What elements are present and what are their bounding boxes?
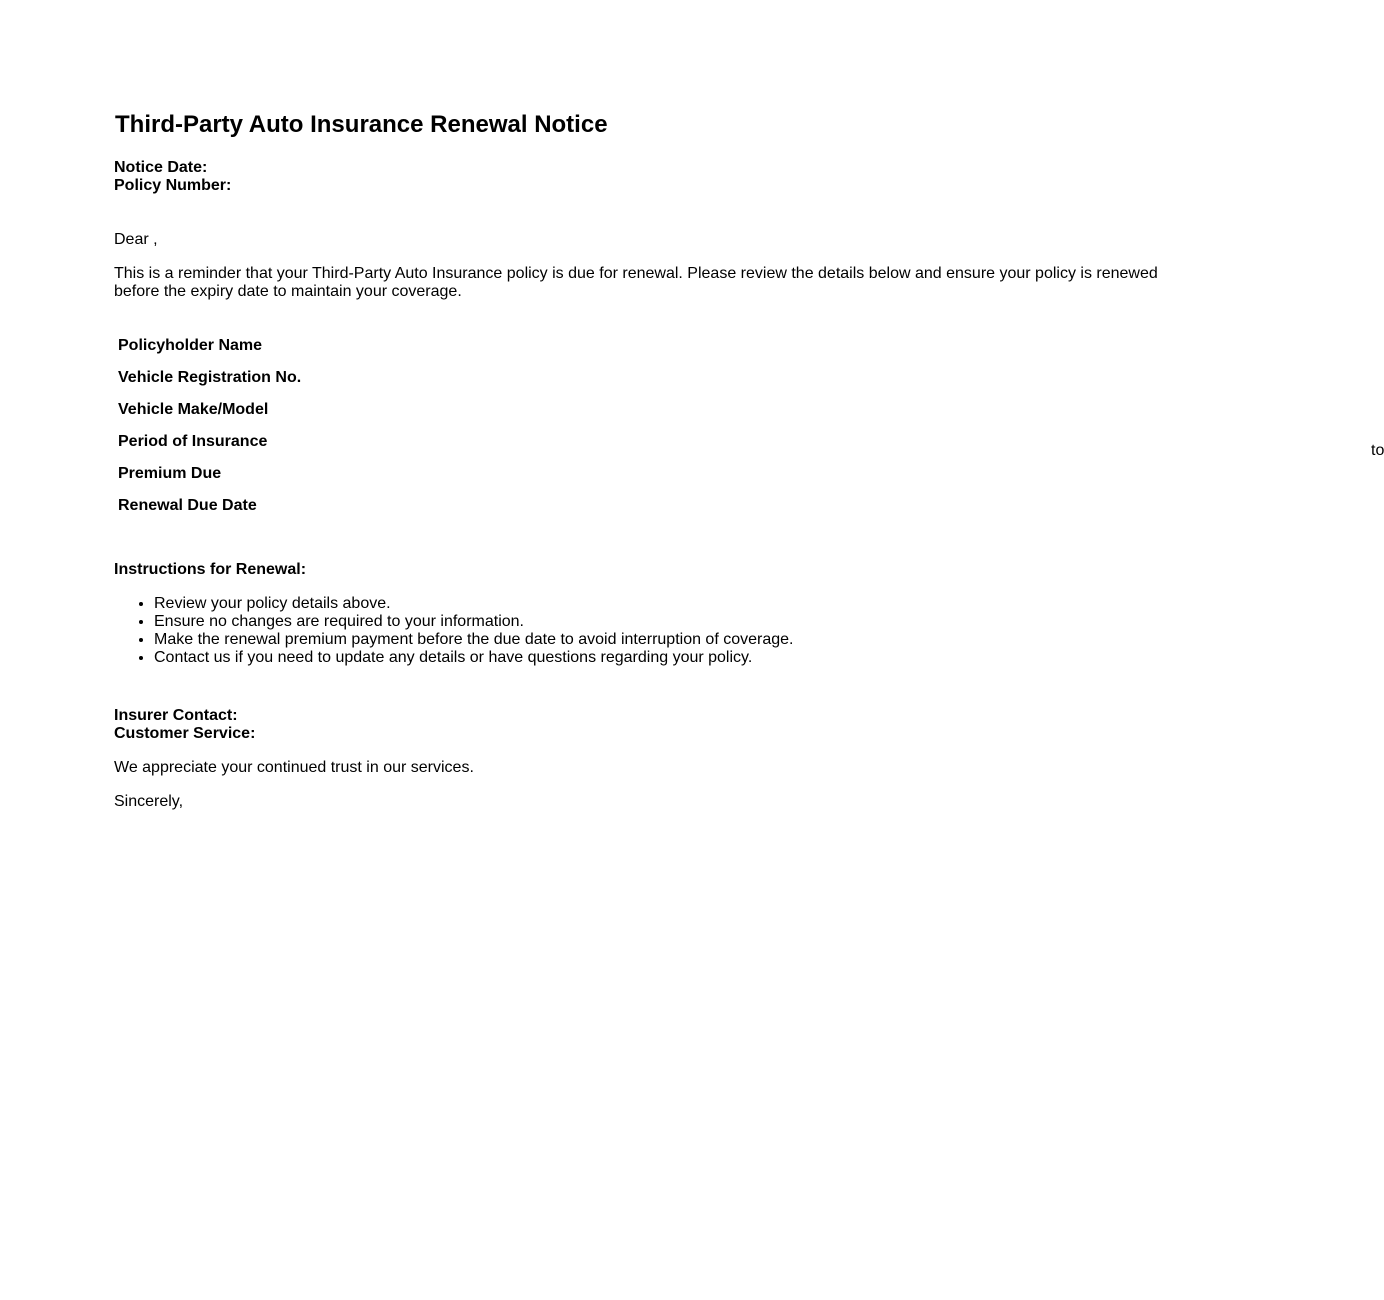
notice-date-label: Notice Date: xyxy=(114,159,208,176)
list-item: • Make the renewal premium payment before the due date to avoid interruption of coverage. xyxy=(154,631,793,649)
instructions-heading: Instructions for Renewal: xyxy=(114,561,307,578)
policyholder-name-value xyxy=(422,331,1162,361)
vehicle-make-model-label: Vehicle Make/Model xyxy=(118,401,269,418)
table-row xyxy=(116,331,1162,361)
list-item: • Review your policy details above. xyxy=(154,595,793,613)
list-item: • Ensure no changes are required to your information. xyxy=(154,613,793,631)
vehicle-registration-label: Vehicle Registration No. xyxy=(118,369,302,386)
intro-paragraph: This is a reminder that your Third-Party Auto Insurance policy is due for renewal. Please review the details below and ensure your policy is renewed before the expiry date to maintain your coverage. xyxy=(114,265,1158,300)
policy-number-label: Policy Number: xyxy=(114,177,232,194)
list-item: • Contact us if you need to update any details or have questions regarding your policy. xyxy=(154,649,793,667)
insurer-contact-label: Insurer Contact: xyxy=(114,707,238,724)
contact-info xyxy=(114,707,255,743)
table-row xyxy=(116,427,1162,457)
period-of-insurance-value xyxy=(422,427,1384,459)
policy-details-table xyxy=(114,329,1384,523)
signoff: Sincerely, xyxy=(114,793,184,810)
table-row xyxy=(116,395,1162,425)
customer-service-label: Customer Service: xyxy=(114,725,256,742)
notice-meta xyxy=(114,159,231,195)
policyholder-name-label: Policyholder Name xyxy=(118,337,263,354)
table-row xyxy=(116,459,1162,489)
premium-due-label: Premium Due xyxy=(118,465,222,482)
vehicle-registration-value xyxy=(422,363,1162,393)
period-separator: to xyxy=(1371,442,1384,459)
page-title: Third-Party Auto Insurance Renewal Notice xyxy=(115,111,608,138)
table-row xyxy=(116,363,1162,393)
renewal-due-date-value xyxy=(422,491,1162,521)
table-row xyxy=(116,491,1162,521)
closing-note: We appreciate your continued trust in our services. xyxy=(114,759,474,776)
renewal-due-date-label: Renewal Due Date xyxy=(118,497,257,514)
premium-due-value xyxy=(422,459,1162,489)
instructions-list xyxy=(114,595,793,667)
salutation: Dear , xyxy=(114,231,158,248)
vehicle-make-model-value xyxy=(422,395,1162,425)
period-of-insurance-label: Period of Insurance xyxy=(118,433,268,450)
